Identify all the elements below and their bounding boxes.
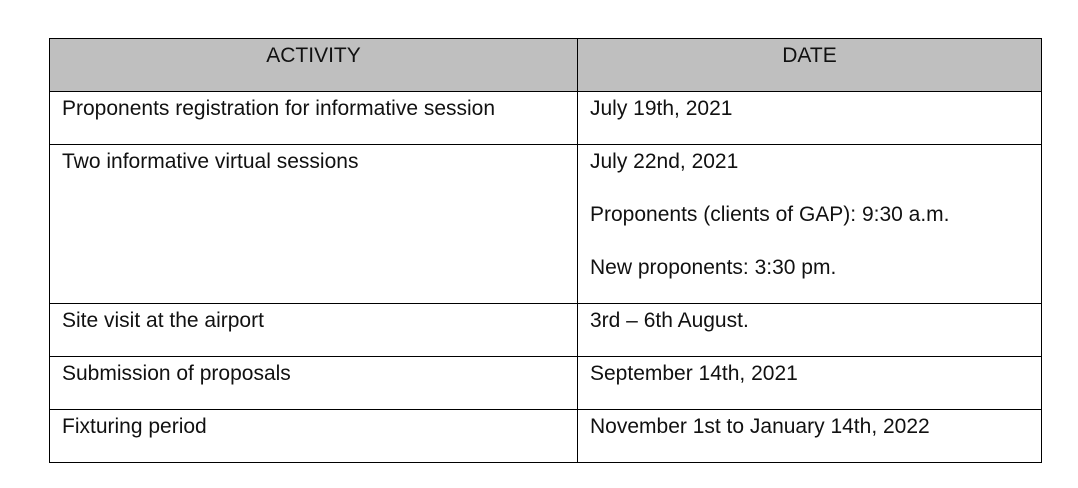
date-line: Proponents (clients of GAP): 9:30 a.m. <box>590 203 950 226</box>
activity-cell: Two informative virtual sessions <box>50 145 578 304</box>
column-header-activity: ACTIVITY <box>50 39 578 92</box>
date-line: July 19th, 2021 <box>590 97 733 120</box>
table-row <box>50 92 1042 145</box>
date-cell <box>578 357 1042 410</box>
table-row <box>50 145 1042 304</box>
date-cell <box>578 410 1042 463</box>
activity-cell: Proponents registration for informative session <box>50 92 578 145</box>
date-cell <box>578 92 1042 145</box>
date-line: November 1st to January 14th, 2022 <box>590 415 930 438</box>
table-row <box>50 410 1042 463</box>
table-row <box>50 357 1042 410</box>
date-cell <box>578 304 1042 357</box>
date-line: New proponents: 3:30 pm. <box>590 256 837 279</box>
date-line: 3rd – 6th August. <box>590 309 749 332</box>
table-row <box>50 304 1042 357</box>
activity-cell: Submission of proposals <box>50 357 578 410</box>
date-line: September 14th, 2021 <box>590 362 798 385</box>
activity-cell: Site visit at the airport <box>50 304 578 357</box>
date-line: July 22nd, 2021 <box>590 150 739 173</box>
activity-cell: Fixturing period <box>50 410 578 463</box>
table-header-row <box>50 39 1042 92</box>
column-header-date: DATE <box>578 39 1042 92</box>
schedule-table <box>49 38 1042 463</box>
date-cell <box>578 145 1042 304</box>
